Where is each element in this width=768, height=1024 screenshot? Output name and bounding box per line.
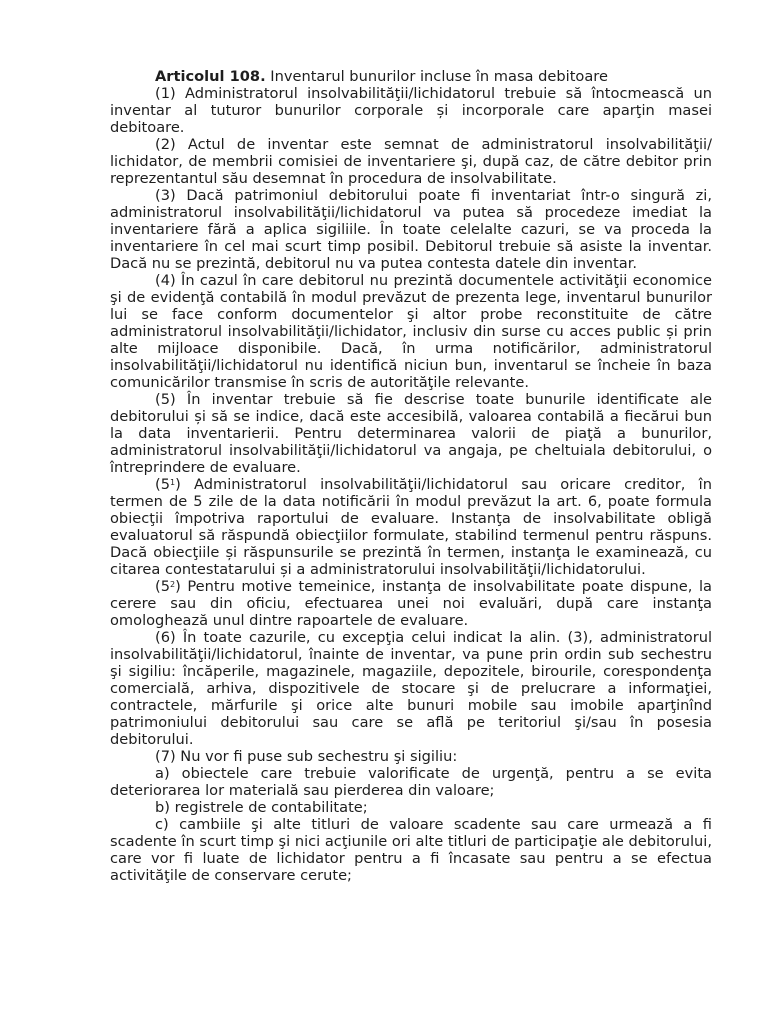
paragraph-7-b: b) registrele de contabilitate; bbox=[155, 799, 368, 816]
paragraph-5-2 bbox=[110, 578, 712, 629]
article-heading bbox=[110, 68, 712, 85]
paragraph-5-1-prefix: (5 bbox=[155, 476, 170, 493]
paragraph-5-1 bbox=[110, 476, 712, 578]
paragraph-3: (3) Dacă patrimoniul debitorului poate fi inventariat într-o singură zi, administratorul insolvabilităţii/lichidatorul va putea să procedeze imediat la inventariere fără a aplica sigiliile. În toate celelalte cazuri, se va proceda la inventariere în cel mai scurt timp posibil. Debitorul trebuie să asiste la inventar. Dacă nu se prezintă, debitorul nu va putea contesta datele din inventar. bbox=[110, 187, 712, 272]
paragraph-5-2-sup: 2 bbox=[169, 580, 176, 589]
document-page bbox=[110, 68, 712, 884]
article-label: Articolul 108. bbox=[155, 68, 266, 85]
paragraph-5-2-text: ) Pentru motive temeinice, instanţa de insolvabilitate poate dispune, la cerere sau din oficiu, efectuarea unei noi evaluări, după care instanţa omologhează unul dintre rapoartele de evaluare. bbox=[110, 578, 712, 629]
paragraph-5-1-text: ) Administratorul insolvabilităţii/lichidatorul sau oricare creditor, în termen de 5 zile de la data notificării în modul prevăzut la art. 6, poate formula obiecţii împotriva raportului de evaluare. Instanţa de insolvabilitate obligă evaluatorul să răspundă obiecţiilor formulate, stabilind termenul pentru răspuns. Dacă obiecţiile și răspunsurile se prezintă în termen, instanţa le examinează, cu citarea contestatarului și a administratorului insolvabilităţii/lichidatorului. bbox=[110, 476, 712, 578]
paragraph-5-2-prefix: (5 bbox=[155, 578, 170, 595]
paragraph-4: (4) În cazul în care debitorul nu prezintă documentele activităţii economice şi de evidenţă contabilă în modul prevăzut de prezenta lege, inventarul bunurilor lui se face conform documentelor şi altor probe reconstituite de către administratorul insolvabilităţii/lichidator, inclusiv din surse cu acces public și prin alte mijloace disponibile. Dacă, în urma notificărilor, administratorul insolvabilităţii/lichidatorul nu identifică niciun bun, inventarul se încheie în baza comunicărilor transmise în scris de autorităţile relevante. bbox=[110, 272, 712, 391]
paragraph-7-c: c) cambiile şi alte titluri de valoare scadente sau care urmează a fi scadente în scurt timp şi nici acţiunile ori alte titluri de participaţie ale debitorului, care vor fi luate de lichidator pentru a fi încasate sau pentru a se efectua activităţile de conservare cerute; bbox=[110, 816, 712, 884]
paragraph-1: (1) Administratorul insolvabilităţii/lichidatorul trebuie să întocmească un inventar al tuturor bunurilor corporale și incorporale care aparţin masei debitoare. bbox=[110, 85, 712, 136]
paragraph-6: (6) În toate cazurile, cu excepţia celui indicat la alin. (3), administratorul insolvabilităţii/lichidatorul, înainte de inventar, va pune prin ordin sub sechestru şi sigiliu: încăperile, magazinele, magaziile, depozitele, birourile, corespondenţa comercială, arhiva, dispozitivele de stocare şi de prelucrare a informaţiei, contractele, mărfurile şi orice alte bunuri mobile sau imobile aparţinînd patrimoniului debitorului sau care se află pe teritoriul şi/sau în posesia debitorului. bbox=[110, 629, 712, 748]
paragraph-5-1-sup: 1 bbox=[169, 478, 176, 487]
paragraph-7: (7) Nu vor fi puse sub sechestru şi sigiliu: bbox=[155, 748, 458, 765]
article-title: Inventarul bunurilor incluse în masa debitoare bbox=[265, 68, 608, 85]
paragraph-7-a: a) obiectele care trebuie valorificate de urgenţă, pentru a se evita deteriorarea lor materială sau pierderea din valoare; bbox=[110, 765, 712, 799]
paragraph-5: (5) În inventar trebuie să fie descrise toate bunurile identificate ale debitorului și să se indice, dacă este accesibilă, valoarea contabilă a fiecărui bun la data inventarierii. Pentru determinarea valorii de piaţă a bunurilor, administratorul insolvabilităţii/lichidatorul va angaja, pe cheltuiala debitorului, o întreprindere de evaluare. bbox=[110, 391, 712, 476]
paragraph-2: (2) Actul de inventar este semnat de administratorul insolvabilităţii/ lichidator, de membrii comisiei de inventariere şi, după caz, de către debitor prin reprezentantul său desemnat în procedura de insolvabilitate. bbox=[110, 136, 712, 187]
